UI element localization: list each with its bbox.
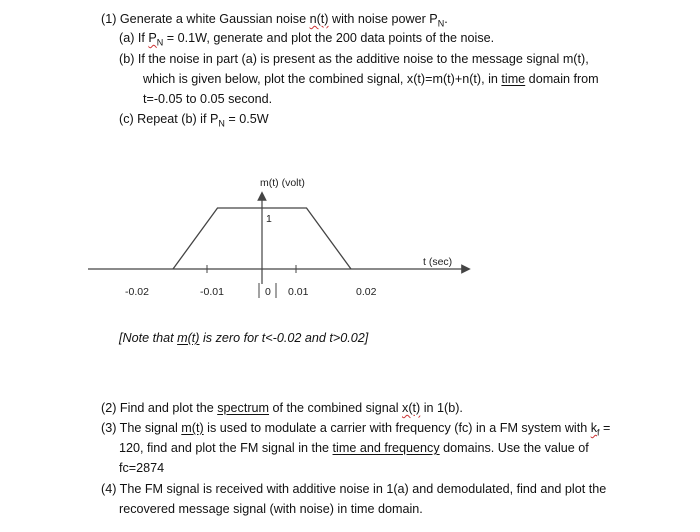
q4-line1-text: (4) The FM signal is received with additive noise in 1(a) and demodulated, find and plot the: [101, 482, 607, 496]
q1-text-mid: with noise power P: [328, 12, 438, 26]
q3-fc-value: fc=2874: [119, 461, 165, 475]
q1a-p: P: [148, 31, 157, 45]
q1-subscript: N: [437, 18, 445, 29]
q1b-time-word: time: [501, 72, 526, 86]
q1a-rest: = 0.1W, generate and plot the 200 data points of the noise.: [163, 31, 495, 45]
q3-kf-subscript: f: [597, 427, 600, 438]
peak-value-label: 1: [266, 213, 272, 225]
q3-k: k: [590, 421, 598, 435]
q1b-line1: [119, 51, 589, 67]
q1-text: (1) Generate a white Gaussian noise: [101, 12, 310, 26]
note-rest: is zero for t<-0.02 and t>0.02]: [199, 331, 369, 345]
q1-heading: [101, 11, 448, 32]
q3-line3: [119, 460, 164, 476]
tick-label-neg002: -0.02: [125, 286, 149, 298]
q2-signal-symbol: x(t): [402, 401, 421, 415]
x-axis-label: t (sec): [423, 256, 453, 268]
q3-line1: [101, 420, 610, 441]
q3-prefix: (3) The signal: [101, 421, 182, 435]
q2-text: [101, 400, 463, 416]
q1c-text: [119, 111, 269, 132]
q1-noise-symbol: n(t): [309, 12, 329, 26]
q1a-power-symbol: [148, 31, 164, 48]
q3-line2: [119, 440, 589, 456]
tick-label-pos002: 0.02: [356, 286, 377, 298]
q1c-rest: = 0.5W: [224, 112, 269, 126]
q1b-line2-end: domain from: [525, 72, 599, 86]
q4-line2: [119, 501, 423, 517]
q1a-prefix: (a) If: [119, 31, 149, 45]
q2-end: in 1(b).: [420, 401, 463, 415]
q3-domains-words: time and frequency: [332, 441, 440, 455]
q3-kf-symbol: [590, 421, 600, 438]
q1-text-end: .: [444, 12, 448, 26]
q1a-text: [119, 30, 494, 51]
q2-spectrum-word: spectrum: [217, 401, 270, 415]
note-prefix: [Note that: [119, 331, 178, 345]
q4-line2-text: recovered message signal (with noise) in time domain.: [119, 502, 423, 516]
q1a-subscript: N: [156, 37, 164, 48]
origin-label: 0: [265, 286, 271, 298]
q3-mid: is used to modulate a carrier with frequency (fc) in a FM system with: [203, 421, 591, 435]
note-symbol: m(t): [177, 331, 200, 345]
q3-line2-prefix: 120, find and plot the FM signal in the: [119, 441, 333, 455]
q1c-subscript: N: [218, 118, 225, 129]
tick-label-pos001: 0.01: [288, 286, 309, 298]
q1c-prefix: (c) Repeat (b) if P: [119, 112, 219, 126]
q2-prefix: (2) Find and plot the: [101, 401, 218, 415]
q1b-line1-text: (b) If the noise in part (a) is present as the additive noise to the message signal m(t),: [119, 52, 589, 66]
q2-mid: of the combined signal: [269, 401, 403, 415]
q1b-line2: [143, 71, 599, 87]
y-axis-label: m(t) (volt): [260, 177, 305, 189]
tick-label-neg001: -0.01: [200, 286, 224, 298]
q3-signal-symbol: m(t): [181, 421, 204, 435]
q3-kf-end: =: [599, 421, 611, 435]
note-text: [119, 330, 368, 346]
q3-line2-end: domains. Use the value of: [439, 441, 589, 455]
q4-line1: [101, 481, 606, 497]
q1b-line2-prefix: which is given below, plot the combined signal, x(t)=m(t)+n(t), in: [143, 72, 502, 86]
q1b-line3-text: t=-0.05 to 0.05 second.: [143, 92, 273, 106]
q1b-line3: [143, 91, 272, 107]
message-signal-line: [173, 208, 351, 269]
